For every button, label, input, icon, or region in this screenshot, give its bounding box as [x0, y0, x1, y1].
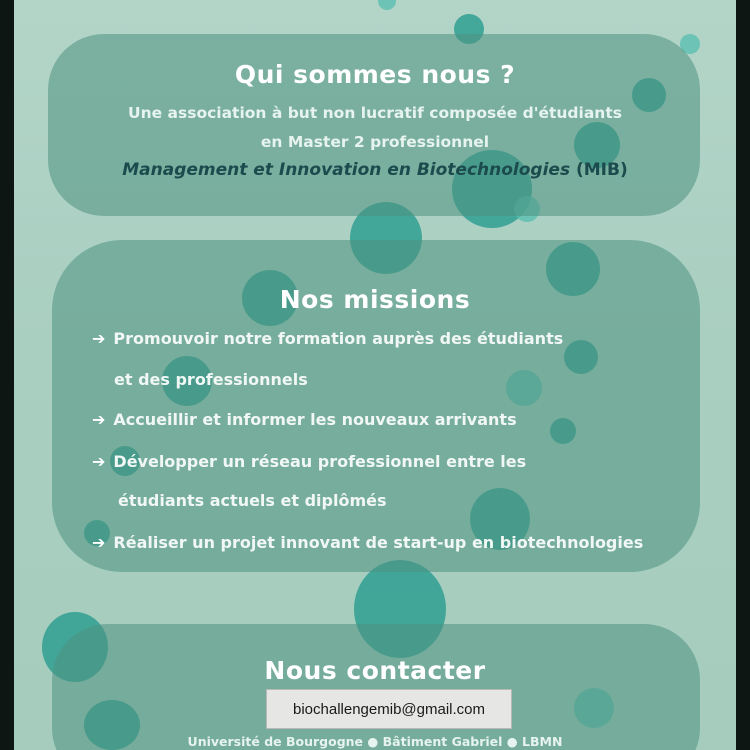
mission-text: Développer un réseau professionnel entre les: [113, 452, 527, 471]
program-abbr: (MIB): [576, 160, 628, 180]
arrow-right-icon: ➔: [92, 329, 106, 348]
mission-text: Réaliser un projet innovant de start-up en biotechnologies: [113, 533, 644, 552]
arrow-right-icon: ➔: [92, 533, 106, 552]
contact-panel: [52, 624, 700, 750]
arrow-right-icon: ➔: [92, 452, 106, 471]
email-label: biochallengemib@gmail.com: [266, 689, 512, 729]
program-name: Management et Innovation en Biotechnologies: [122, 160, 571, 180]
address-footer: Université de Bourgogne ● Bâtiment Gabriel ● LBMN: [187, 734, 563, 749]
about-line-1: Une association à but non lucratif composée d'étudiants: [128, 104, 622, 122]
mission-item: [92, 410, 517, 429]
mission-text: et des professionnels: [114, 370, 308, 389]
mission-item: [92, 329, 563, 348]
mission-text: Promouvoir notre formation auprès des étudiants: [113, 329, 564, 348]
about-title: Qui sommes nous ?: [234, 60, 516, 89]
mission-item-continued: [118, 491, 387, 510]
poster: [14, 0, 736, 750]
mission-item-continued: [114, 370, 308, 389]
bubble-decoration: [378, 0, 396, 10]
mission-item: [92, 533, 643, 552]
missions-title: Nos missions: [279, 285, 471, 314]
mission-item: [92, 452, 526, 471]
about-line-2: en Master 2 professionnel: [260, 133, 490, 151]
arrow-right-icon: ➔: [92, 410, 106, 429]
contact-title: Nous contacter: [264, 656, 486, 685]
about-program: [14, 160, 736, 180]
mission-text: Accueillir et informer les nouveaux arrivants: [113, 410, 517, 429]
mission-text: étudiants actuels et diplômés: [118, 491, 387, 510]
